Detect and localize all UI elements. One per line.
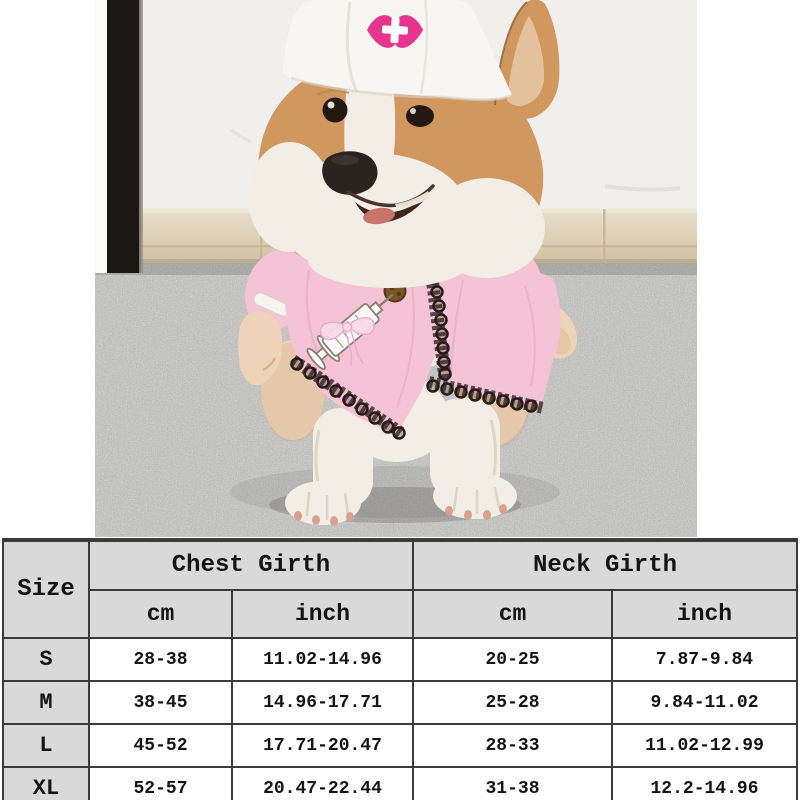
neck-inch-header: inch bbox=[612, 590, 797, 638]
neck-inch-value: 11.02-12.99 bbox=[612, 724, 797, 767]
neck-cm-header: cm bbox=[413, 590, 612, 638]
neck-cm-value: 31-38 bbox=[413, 767, 612, 800]
picture-frame-edge bbox=[95, 0, 143, 273]
neck-cm-value: 25-28 bbox=[413, 681, 612, 724]
size-label: XL bbox=[3, 767, 89, 800]
chest-inch-value: 14.96-17.71 bbox=[232, 681, 413, 724]
neck-inch-value: 12.2-14.96 bbox=[612, 767, 797, 800]
chest-cm-value: 28-38 bbox=[89, 638, 232, 681]
size-row-s bbox=[3, 638, 797, 681]
size-row-xl bbox=[3, 767, 797, 800]
size-column-header: Size bbox=[3, 540, 89, 638]
chest-inch-header: inch bbox=[232, 590, 413, 638]
neck-girth-header: Neck Girth bbox=[413, 540, 797, 590]
size-label: S bbox=[3, 638, 89, 681]
chest-cm-value: 38-45 bbox=[89, 681, 232, 724]
chest-cm-header: cm bbox=[89, 590, 232, 638]
size-chart-group-header-row bbox=[3, 540, 797, 590]
chest-inch-value: 17.71-20.47 bbox=[232, 724, 413, 767]
chest-girth-header: Chest Girth bbox=[89, 540, 413, 590]
chest-cm-value: 45-52 bbox=[89, 724, 232, 767]
product-photo bbox=[95, 0, 697, 537]
size-row-m bbox=[3, 681, 797, 724]
neck-inch-value: 9.84-11.02 bbox=[612, 681, 797, 724]
neck-inch-value: 7.87-9.84 bbox=[612, 638, 797, 681]
size-chart-section bbox=[2, 538, 798, 800]
neck-cm-value: 28-33 bbox=[413, 724, 612, 767]
size-row-l bbox=[3, 724, 797, 767]
chest-inch-value: 11.02-14.96 bbox=[232, 638, 413, 681]
dog-nurse-costume-illustration bbox=[95, 0, 697, 537]
size-chart-unit-header-row bbox=[3, 590, 797, 638]
chest-inch-value: 20.47-22.44 bbox=[232, 767, 413, 800]
chest-cm-value: 52-57 bbox=[89, 767, 232, 800]
dog-nose bbox=[322, 151, 377, 194]
neck-cm-value: 20-25 bbox=[413, 638, 612, 681]
size-label: M bbox=[3, 681, 89, 724]
size-label: L bbox=[3, 724, 89, 767]
size-chart-table bbox=[2, 538, 798, 800]
